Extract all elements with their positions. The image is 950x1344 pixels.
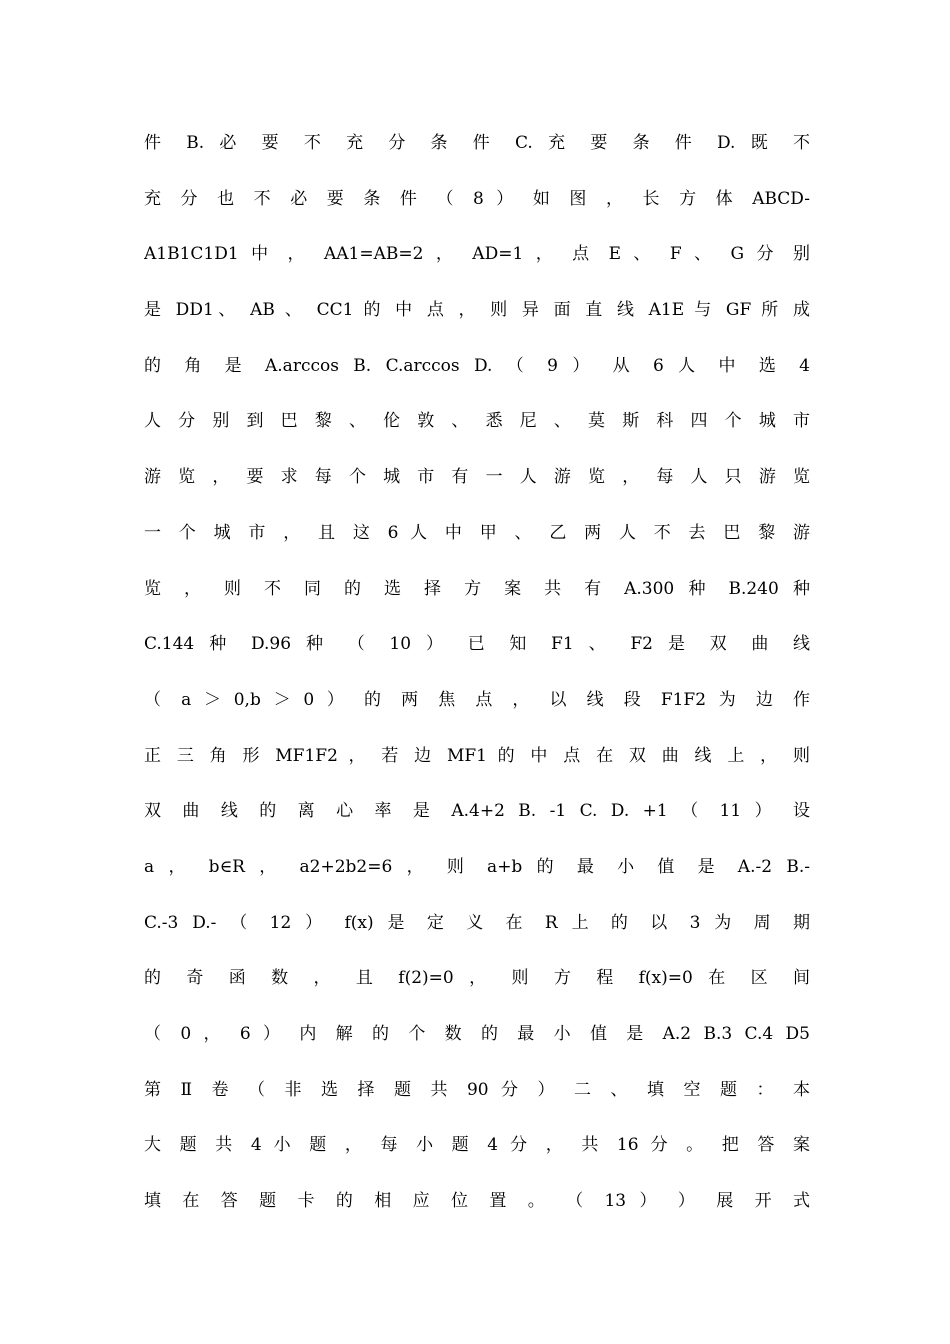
text-line-5: 的 角 是 A.arccos B. C.arccos D. （ 9 ） 从 6 人 中 选 4 [144,355,810,376]
text-line-11: （ a ＞ 0,b ＞ 0 ） 的 两 焦 点 ， 以 线 段 F1F2 为 边 作 [144,689,810,710]
text-line-12: 正 三 角 形 MF1F2 ， 若 边 MF1 的 中 点 在 双 曲 线 上 ， 则 [144,745,810,766]
text-line-17: （ 0 ， 6 ） 内 解 的 个 数 的 最 小 值 是 A.2 B.3 C.4 D5 [144,1024,810,1044]
text-line-4: 是 DD1、 AB 、 CC1 的 中 点 ， 则 异 面 直 线 A1E 与 GF 所 成 [144,300,810,321]
text-line-14: a ， b∈R ， a2+2b2=6 ， 则 a+b 的 最 小 值 是 A.-2 B.- [144,856,810,877]
text-line-2: 充 分 也 不 必 要 条 件 （ 8 ） 如 图 ， 长 方 体 ABCD- [144,188,810,209]
text-line-16: 的 奇 函 数 ， 且 f(2)=0 ， 则 方 程 f(x)=0 在 区 间 [144,968,810,989]
text-line-19: 大 题 共 4 小 题 ， 每 小 题 4 分 ， 共 16 分 。 把 答 案 [144,1135,810,1156]
text-line-6: 人 分 别 到 巴 黎 、 伦 敦 、 悉 尼 、 莫 斯 科 四 个 城 市 [144,411,810,432]
text-line-10: C.144 种 D.96 种 （ 10 ） 已 知 F1 、 F2 是 双 曲 线 [144,634,810,655]
text-line-18: 第 Ⅱ 卷 （ 非 选 择 题 共 90 分 ） 二 、 填 空 题 ： 本 [144,1079,810,1100]
text-line-15: C.-3 D.- （ 12 ） f(x) 是 定 义 在 R 上 的 以 3 为 周 期 [144,912,810,933]
text-line-1: 件 B. 必 要 不 充 分 条 件 C. 充 要 条 件 D. 既 不 [144,133,810,153]
text-line-7: 游 览 ， 要 求 每 个 城 市 有 一 人 游 览 ， 每 人 只 游 览 [144,467,810,488]
text-line-3: A1B1C1D1 中 ， AA1=AB=2 ， AD=1 ， 点 E 、 F 、 G 分 别 [144,244,810,265]
document-body [144,116,810,1230]
text-line-9: 览 ， 则 不 同 的 选 择 方 案 共 有 A.300 种 B.240 种 [144,578,810,599]
text-line-13: 双 曲 线 的 离 心 率 是 A.4+2 B. -1 C. D. +1 （ 11 ） 设 [144,801,810,822]
text-line-20: 填 在 答 题 卡 的 相 应 位 置 。 （ 13 ） ） 展 开 式 [144,1191,810,1212]
text-line-8: 一 个 城 市 ， 且 这 6 人 中 甲 、 乙 两 人 不 去 巴 黎 游 [144,522,810,543]
